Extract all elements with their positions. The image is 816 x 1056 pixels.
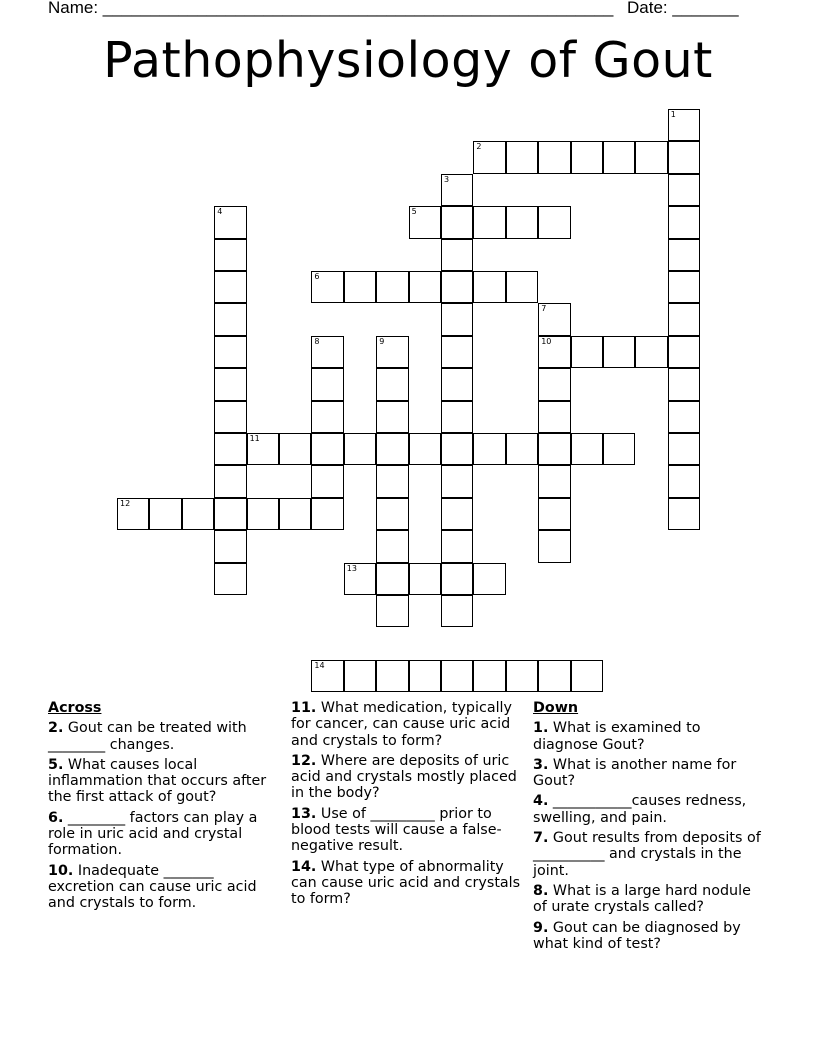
clue-down-4: 4. ___________causes redness, swelling, and pain. xyxy=(533,793,747,826)
grid-cell[interactable] xyxy=(668,498,700,530)
grid-cell[interactable] xyxy=(506,271,538,303)
clue-down-9: 9. Gout can be diagnosed by what kind of test? xyxy=(533,919,741,952)
grid-cell[interactable] xyxy=(344,271,376,303)
grid-cell[interactable] xyxy=(441,336,473,368)
clue-number: 11 xyxy=(249,434,260,443)
grid-cell[interactable] xyxy=(668,433,700,465)
grid-cell[interactable] xyxy=(538,336,570,368)
clue-number: 13 xyxy=(346,563,357,573)
date-field[interactable]: Date: _______ xyxy=(627,0,739,17)
grid-cell[interactable] xyxy=(473,660,505,692)
clue-number: 4 xyxy=(217,207,223,217)
clue-number: 8 xyxy=(314,336,320,346)
grid-cell[interactable] xyxy=(668,141,700,173)
grid-cell[interactable] xyxy=(668,401,700,433)
grid-cell[interactable] xyxy=(311,498,343,530)
grid-cell[interactable] xyxy=(571,660,603,692)
grid-cell[interactable] xyxy=(376,595,408,627)
grid-cell[interactable] xyxy=(506,206,538,238)
clue-across-10: 10. Inadequate _______ excretion can cause uric acid and crystals to form. xyxy=(48,862,257,912)
grid-cell[interactable] xyxy=(441,174,473,206)
grid-cell[interactable] xyxy=(441,271,473,303)
grid-cell[interactable] xyxy=(473,206,505,238)
grid-cell[interactable] xyxy=(668,465,700,497)
grid-cell[interactable] xyxy=(603,433,635,465)
grid-cell[interactable] xyxy=(441,563,473,595)
across-heading: Across xyxy=(48,700,102,716)
clue-number: 14 xyxy=(314,660,325,670)
grid-cell[interactable] xyxy=(441,206,473,238)
clues-across-column-2 xyxy=(291,700,527,912)
grid-cell[interactable] xyxy=(247,498,279,530)
grid-cell[interactable] xyxy=(668,303,700,335)
grid-cell[interactable] xyxy=(311,433,343,465)
clue-number: 10 xyxy=(541,336,552,346)
grid-cell[interactable] xyxy=(635,141,667,173)
grid-cell[interactable] xyxy=(473,271,505,303)
grid-cell[interactable] xyxy=(441,660,473,692)
grid-cell[interactable] xyxy=(376,530,408,562)
grid-cell[interactable] xyxy=(538,303,570,335)
grid-cell[interactable] xyxy=(376,433,408,465)
grid-cell[interactable] xyxy=(376,368,408,400)
grid-cell[interactable] xyxy=(279,498,311,530)
grid-cell[interactable] xyxy=(376,498,408,530)
grid-cell[interactable] xyxy=(473,433,505,465)
grid-cell[interactable] xyxy=(409,206,441,238)
grid-cell[interactable] xyxy=(538,401,570,433)
grid-cell[interactable] xyxy=(311,271,343,303)
grid-cell[interactable] xyxy=(506,141,538,173)
grid-cell[interactable] xyxy=(506,660,538,692)
grid-cell[interactable] xyxy=(441,303,473,335)
grid-cell[interactable] xyxy=(214,239,246,271)
grid-cell[interactable] xyxy=(409,433,441,465)
grid-cell[interactable] xyxy=(214,433,246,465)
grid-cell[interactable] xyxy=(214,303,246,335)
grid-cell[interactable] xyxy=(668,109,700,141)
grid-cell[interactable] xyxy=(506,433,538,465)
grid-cell[interactable] xyxy=(214,530,246,562)
grid-cell[interactable] xyxy=(376,465,408,497)
grid-cell[interactable] xyxy=(441,401,473,433)
grid-cell[interactable] xyxy=(214,206,246,238)
grid-cell[interactable] xyxy=(214,401,246,433)
clue-number: 9 xyxy=(379,336,385,346)
grid-cell[interactable] xyxy=(603,141,635,173)
grid-cell[interactable] xyxy=(441,368,473,400)
grid-cell[interactable] xyxy=(214,368,246,400)
down-heading: Down xyxy=(533,700,579,716)
grid-cell[interactable] xyxy=(376,401,408,433)
clue-down-7: 7. Gout results from deposits of __________ and crystals in the joint. xyxy=(533,830,761,879)
grid-cell[interactable] xyxy=(247,433,279,465)
page-title: Pathophysiology of Gout xyxy=(103,32,713,89)
grid-cell[interactable] xyxy=(376,563,408,595)
grid-cell[interactable] xyxy=(441,498,473,530)
grid-cell[interactable] xyxy=(409,271,441,303)
grid-cell[interactable] xyxy=(538,660,570,692)
clue-across-14: 14. What type of abnormality can cause uric acid and crystals to form? xyxy=(291,858,521,908)
clue-number: 1 xyxy=(670,110,676,119)
grid-cell[interactable] xyxy=(538,141,570,173)
grid-cell[interactable] xyxy=(214,336,246,368)
clue-number: 5 xyxy=(411,207,417,217)
grid-cell[interactable] xyxy=(571,336,603,368)
clue-down-3: 3. What is another name for Gout? xyxy=(533,756,737,790)
clue-across-12: 12. Where are deposits of uric acid and crystals mostly placed in the body? xyxy=(291,752,517,802)
grid-cell[interactable] xyxy=(344,563,376,595)
name-field[interactable]: Name: ______________________________________________________ xyxy=(48,0,614,17)
grid-cell[interactable] xyxy=(668,239,700,271)
grid-cell[interactable] xyxy=(214,563,246,595)
grid-cell[interactable] xyxy=(538,498,570,530)
grid-cell[interactable] xyxy=(538,530,570,562)
grid-cell[interactable] xyxy=(635,336,667,368)
grid-cell[interactable] xyxy=(182,498,214,530)
grid-cell[interactable] xyxy=(441,433,473,465)
clues-across-column-1 xyxy=(48,700,284,916)
grid-cell[interactable] xyxy=(279,433,311,465)
grid-cell[interactable] xyxy=(117,498,149,530)
grid-cell[interactable] xyxy=(409,660,441,692)
grid-cell[interactable] xyxy=(376,271,408,303)
grid-cell[interactable] xyxy=(473,141,505,173)
grid-cell[interactable] xyxy=(538,433,570,465)
clue-across-5: 5. What causes local inflammation that occurs after the first attack of gout? xyxy=(48,756,267,806)
grid-cell[interactable] xyxy=(311,368,343,400)
grid-cell[interactable] xyxy=(344,660,376,692)
clue-number: 3 xyxy=(444,174,450,184)
grid-cell[interactable] xyxy=(603,336,635,368)
grid-cell[interactable] xyxy=(344,433,376,465)
grid-cell[interactable] xyxy=(214,498,246,530)
grid-cell[interactable] xyxy=(311,401,343,433)
grid-cell[interactable] xyxy=(311,465,343,497)
clue-number: 12 xyxy=(120,498,131,508)
grid-cell[interactable] xyxy=(149,498,181,530)
grid-cell[interactable] xyxy=(538,465,570,497)
clues-down-column xyxy=(533,700,769,956)
grid-cell[interactable] xyxy=(214,465,246,497)
grid-cell[interactable] xyxy=(441,530,473,562)
grid-cell[interactable] xyxy=(668,174,700,206)
clue-down-1: 1. What is examined to diagnose Gout? xyxy=(533,720,701,753)
grid-cell[interactable] xyxy=(538,368,570,400)
clue-number: 6 xyxy=(314,272,320,281)
clue-number: 7 xyxy=(541,304,547,314)
grid-cell[interactable] xyxy=(473,563,505,595)
grid-cell[interactable] xyxy=(376,336,408,368)
grid-cell[interactable] xyxy=(668,368,700,400)
grid-cell[interactable] xyxy=(668,271,700,303)
clue-across-13: 13. Use of _________ prior to blood tests will cause a false-negative result. xyxy=(291,805,502,855)
grid-cell[interactable] xyxy=(311,336,343,368)
grid-cell[interactable] xyxy=(571,433,603,465)
grid-cell[interactable] xyxy=(538,206,570,238)
clue-across-6: 6. ________ factors can play a role in uric acid and crystal formation. xyxy=(48,809,258,859)
grid-cell[interactable] xyxy=(441,239,473,271)
grid-cell[interactable] xyxy=(409,563,441,595)
grid-cell[interactable] xyxy=(571,141,603,173)
grid-cell[interactable] xyxy=(376,660,408,692)
clue-across-2: 2. Gout can be treated with ________ changes. xyxy=(48,720,247,753)
grid-cell[interactable] xyxy=(441,465,473,497)
grid-cell[interactable] xyxy=(668,336,700,368)
grid-cell[interactable] xyxy=(311,660,343,692)
clue-down-8: 8. What is a large hard nodule of urate crystals called? xyxy=(533,882,751,916)
grid-cell[interactable] xyxy=(668,206,700,238)
grid-cell[interactable] xyxy=(214,271,246,303)
clue-number: 2 xyxy=(476,142,482,152)
grid-cell[interactable] xyxy=(441,595,473,627)
clue-across-11: 11. What medication, typically for cancer, can cause uric acid and crystals to form? xyxy=(291,700,512,749)
